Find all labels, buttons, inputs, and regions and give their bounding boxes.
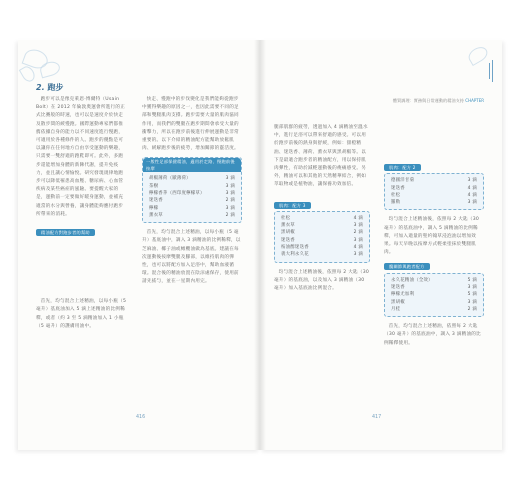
ingredient-name: 德國洋甘菊: [391, 178, 415, 184]
recipe-row: [148, 212, 236, 219]
ingredient-name: 月桂: [391, 306, 401, 312]
recipe-row: [390, 192, 478, 199]
left-page: [18, 40, 260, 450]
recipe-table: [280, 215, 364, 259]
ingredient-name: 迷迭香: [391, 284, 405, 290]
ingredient-name: 永久花精油（全效）: [391, 277, 433, 283]
recipe-row: [148, 190, 236, 197]
recipe-row: [148, 175, 236, 182]
ingredient-name: 薰衣草: [281, 223, 295, 229]
ingredient-name: 薰衣草: [149, 212, 163, 218]
recipe-row: [390, 291, 478, 298]
ingredient-name: 羅勒: [391, 200, 401, 206]
recipe-row: [280, 222, 364, 229]
page-number: 417: [372, 415, 382, 420]
recipe-row: [280, 237, 364, 244]
body-text: 快走、慢跑中的步伐變化是我們能夠從跑步中獲得樂趣的原因之一，也因此需要不同的足部和雙腿肌肉支撐。跑步需要大量的肌肉協同作用，而我們的雙腿在跑步期間會承受大量的衝擊力，所以在跑步前後進行伸展運動是非常重要的。以下介紹的精油配方能幫助放鬆肌肉、緩解跑步後的疲勞，增加關節的靈活度。: [142, 97, 239, 152]
recipe-row: [280, 251, 364, 258]
book-gutter: [254, 40, 266, 450]
ingredient-name: 檸檬尤加利: [391, 292, 415, 298]
body-text: 首先，均勻混合上述精油，依照每 2 大匙（30 毫升）的基底油中，調入 3 滴精油的比例稀釋使用。: [384, 324, 481, 346]
ingredient-quantity: 4 滴: [467, 185, 477, 191]
recipe-tag: 髖關節與跑者配方: [384, 263, 430, 270]
recipe-table: [148, 175, 236, 219]
open-book: [18, 40, 502, 450]
body-text: 首先，均勻混合上述精油，以每小瓶（5 毫升）基底油中，調入 3 滴精油的比例稀釋，以芝麻油、椰子油或橄欖油做為基底。建議在每次運動後按摩雙腿及腳部，以維持肌肉的彈性，也可以將配方加入足浴中，幫助血液循環。混合後的精油放置在陰涼處保存，使用前請先搖勻，並在一星期內用完。: [142, 230, 241, 285]
recipe-tag: 肌肉：配方 2: [384, 164, 421, 171]
chapter-marker: [492, 60, 493, 82]
running-head-text: 體質調理：實務與日常運動的精油支持: [392, 98, 464, 103]
recipe-row: [390, 177, 478, 184]
body-text: 均勻混合上述精油後，依照每 2 大匙（30 毫升）的基底油中，調入 5 滴精油的比例稀釋，可加入適量的聖約翰草浸泡油以增加效果。每天早晚以按摩方式輕柔塗抹於雙腿肌肉。: [384, 217, 480, 256]
ingredient-name: 杜松: [281, 215, 291, 221]
body-text: 腿部肌群的疲勞，透過加入 4 滴精油至溫水中，進行足浴可以帶來舒適的感受。可以用於跑步前後的熱身與舒緩，例如：甜橙精油、迷迭香、薄荷、薰衣草與黑胡椒等。以下是最適合跑步者的精油配方，用以保持肌肉彈性，有助於減輕運動後的痠痛感受。另外，精油可以和其他的天然精華結合，例如萃取物或是植物油，讓保養功效加倍。: [274, 125, 368, 188]
recipe-box: [142, 157, 242, 223]
ingredient-quantity: 3 滴: [467, 200, 477, 206]
ingredient-name: 迷迭香: [149, 198, 163, 204]
section-heading: [36, 82, 63, 93]
ingredient-quantity: 3 滴: [467, 299, 477, 305]
ingredient-quantity: 3 滴: [225, 183, 235, 189]
right-column-2: [384, 124, 484, 350]
ingredient-quantity: 3 滴: [225, 191, 235, 197]
recipe-row: [148, 205, 236, 212]
ingredient-quantity: 4 滴: [467, 192, 477, 198]
ingredient-quantity: 4 滴: [353, 245, 363, 251]
ingredient-quantity: 4 滴: [353, 215, 363, 221]
chapter-mark: CHAPTER: [465, 98, 484, 103]
ingredient-name: 迷迭香: [281, 237, 295, 243]
ingredient-quantity: 3 滴: [467, 178, 477, 184]
ingredient-name: 桉油醇迷迭香: [281, 245, 309, 251]
ingredient-name: 黑胡椒: [281, 230, 295, 236]
ingredient-quantity: 3 滴: [353, 252, 363, 258]
recipe-box: [384, 273, 484, 317]
ingredient-quantity: 2 滴: [225, 212, 235, 218]
left-column-2: [142, 96, 242, 289]
leaf-decoration: [466, 44, 490, 66]
recipe-row: [280, 244, 364, 251]
recipe-table: [390, 277, 478, 313]
recipe-row: [390, 277, 478, 284]
recipe-box: [384, 173, 484, 210]
ingredient-quantity: 2 滴: [467, 306, 477, 312]
recipe-table: [390, 177, 478, 206]
recipe-row: [390, 284, 478, 291]
ingredient-name: 迷迭香: [391, 185, 405, 191]
section-number: 2.: [36, 83, 45, 92]
body-text: 首先，均勻混合上述精油，以每小瓶（5 毫升）基底油加入 5 滴上述精油的比例稀釋，或者（約 3 至 5 滴精油加入 1 小瓶（5 毫升）的護膚用油中。: [36, 299, 127, 329]
ingredient-quantity: 3 滴: [467, 284, 477, 290]
ingredient-name: 黑胡椒: [391, 299, 405, 305]
body-text: 跑步可以是像克萊恩‧博爾特（Usain Bolt）在 2012 年倫敦奧運會所進行的正式比賽般的時速，也可以是速度介於快走及散步間的緩慢跑。國際運動專家們都推薦依據自身的能力以不同速度進行慢跑，可適用於各種條件的人。跑步的優點是可以讓你在任何地方自由享受運動的樂趣，只需要一雙舒適的跑鞋即可。此外，多跑步還能增加身體的新陳代謝，提升免疫力，並且讓心情愉悅。研究發現規律地跑步可以降低罹患高血壓、糖尿病、心血管疾病及某些癌症的風險。要提醒大家的是，運動前一定要做好暖身運動，並補充適當的水分與營養，讓身體能夠應付跑步所帶來的消耗。: [36, 97, 126, 217]
recipe-row: [390, 185, 478, 192]
recipe-box-title: 一般性足部保健精油，適用於走路、慢跑前後按摩: [143, 158, 241, 172]
ingredient-quantity: 5 滴: [467, 292, 477, 298]
section-title: 跑步: [47, 83, 64, 92]
recipe-row: [280, 229, 364, 236]
recipe-tag: 肌肉：配方 3: [274, 202, 311, 209]
body-text: 均勻混合上述精油後，依照每 2 大匙（30 毫升）的基底油，以及加入 3 滴精油（30 毫升）加入基底油比例混合。: [274, 269, 370, 292]
recipe-box: [274, 211, 370, 263]
ingredient-quantity: 2 滴: [225, 198, 235, 204]
ingredient-name: 檸檬香茅（西印度檸檬草）: [149, 191, 205, 197]
right-page: [260, 40, 502, 450]
ingredient-quantity: 3 滴: [353, 237, 363, 243]
running-head: [393, 98, 484, 104]
ingredient-name: 杜松: [391, 192, 401, 198]
recipe-row: [280, 215, 364, 222]
ingredient-quantity: 3 滴: [225, 176, 235, 182]
recipe-row: [148, 197, 236, 204]
recipe-row: [390, 199, 478, 206]
recipe-row: [390, 299, 478, 306]
ingredient-name: 檸檬: [149, 205, 159, 211]
ingredient-name: 茶樹: [149, 183, 159, 189]
ingredient-quantity: 3 滴: [353, 223, 363, 229]
page-number: 416: [136, 415, 146, 420]
left-column-1: [36, 96, 128, 333]
recipe-row: [148, 183, 236, 190]
chapter-marker: [489, 63, 490, 79]
recipe-tag: 精油配方對跑步者的幫助: [36, 229, 95, 236]
right-column-1: [274, 124, 370, 295]
recipe-row: [390, 306, 478, 313]
ingredient-quantity: 3 滴: [225, 205, 235, 211]
ingredient-name: 義大利永久花: [281, 252, 309, 258]
ingredient-quantity: 5 滴: [467, 277, 477, 283]
ingredient-quantity: 2 滴: [353, 230, 363, 236]
ingredient-name: 胡椒薄荷（歐薄荷）: [149, 176, 191, 182]
